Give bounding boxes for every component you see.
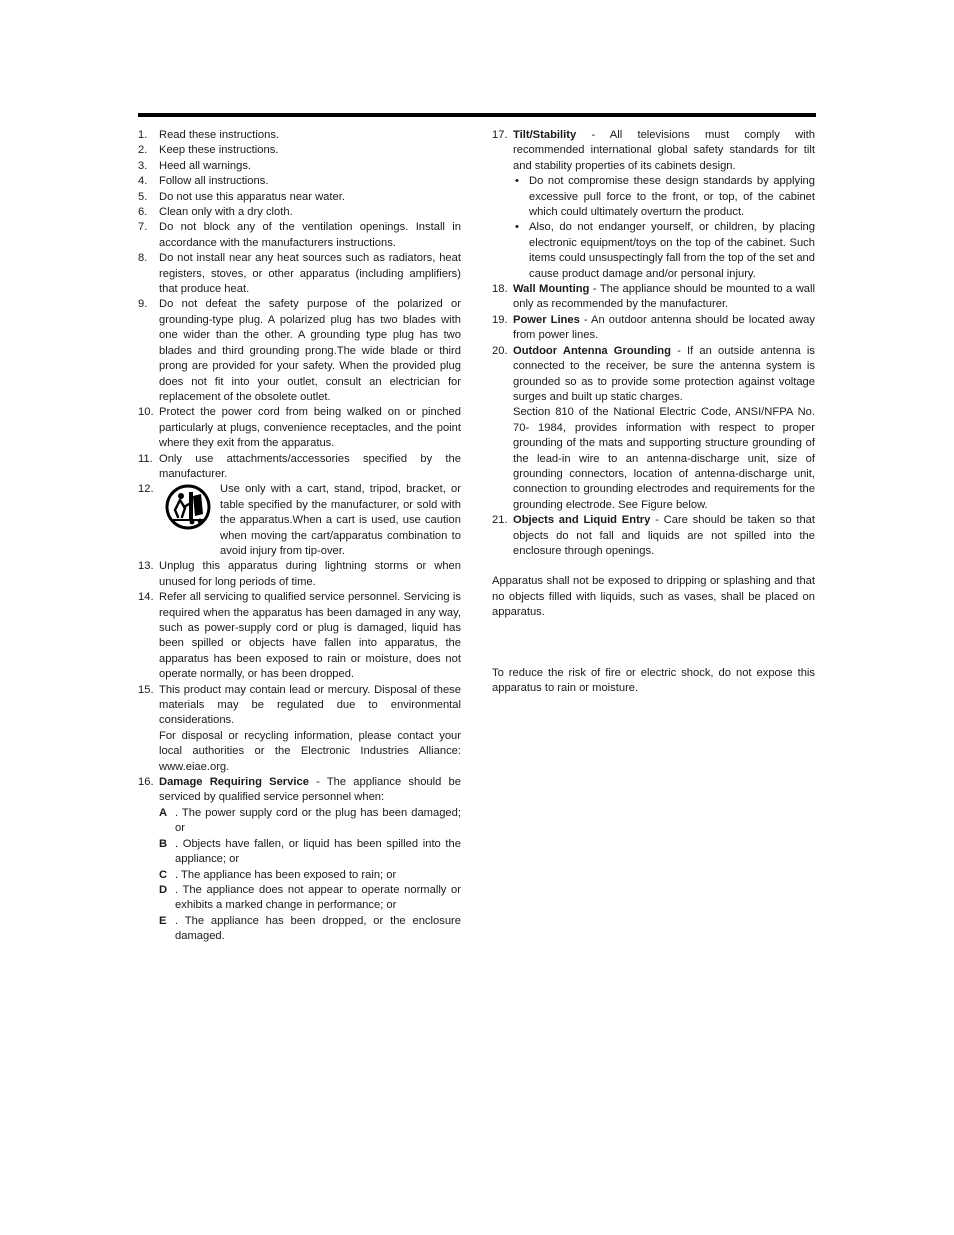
sub-item: D . The appliance does not appear to operate normally or exhibits a marked change in performance; or	[159, 883, 461, 912]
sub-item: B . Objects have fallen, or liquid has been spilled into the appliance; or	[159, 837, 461, 866]
list-item: 6. Clean only with a dry cloth.	[138, 206, 293, 219]
cart-warning-text: Use only with a cart, stand, tripod, bracket, or table specified by the manufacturer, or sold with the apparatus.When a cart is used, use caution when moving the cart/apparatus combination to avoid injury from tip-over.	[220, 483, 461, 557]
list-item: 2. Keep these instructions.	[138, 144, 279, 157]
list-item: 15. This product may contain lead or mercury. Disposal of these materials may be regulated due to environmental considerations. For disposal or recycling information, please contact your local authorities or the Electronic Industries Alliance: www.eiae.org.	[138, 683, 461, 773]
dripping-notice: Apparatus shall not be exposed to dripping or splashing and that no objects filled with liquids, such as vases, shall be placed on apparatus.	[492, 575, 815, 619]
list-item: 1. Read these instructions.	[138, 129, 280, 141]
list-item: 4. Follow all instructions.	[138, 175, 269, 188]
sub-item: A . The power supply cord or the plug has been damaged; or	[159, 806, 461, 835]
sub-item: E . The appliance has been dropped, or the enclosure damaged.	[159, 914, 461, 943]
bullet-item: • Do not compromise these design standards by applying excessive pull force to the front, or top, of the cabinet which could ultimately overturn the product.	[515, 175, 815, 219]
list-item-antenna-grounding: 20. Outdoor Antenna Grounding - If an outside antenna is connected to the receiver, be sure the antenna system is grounded so as to provide some protection against voltage surges and built up static charges. Section 810 of the National Electric Code, ANSI/NFPA No. 70- 1984, provides information with respect to proper grounding of the mats and supporting structure grounding of the lead-in wire to an antenna-discharge unit, size of grounding connectors, location of antenna-discharge unit, connection to grounding electrodes and requirements for the grounding electrode. See Figure below.	[492, 344, 815, 511]
top-rule	[138, 113, 816, 117]
list-item: 18. Wall Mounting - The appliance should be mounted to a wall only as recommended by the manufacturer.	[492, 283, 815, 311]
list-item: 7. Do not block any of the ventilation openings. Install in accordance with the manufacturers instructions.	[138, 221, 461, 249]
list-item: 13. Unplug this apparatus during lightning storms or when unused for long periods of time.	[138, 560, 461, 588]
list-item: 5. Do not use this apparatus near water.	[138, 190, 345, 203]
left-column	[138, 128, 461, 945]
sub-item: C . The appliance has been exposed to rain; or	[159, 868, 397, 881]
list-item-tilt-stability: 17. Tilt/Stability - All televisions must comply with recommended international global safety standards for tilt and stability properties of its cabinets design. • Do not compromise these design standards by applying excessive pull force to the front, or top, of the cabinet which could ultimately overturn the product. • Also, do not endanger yourself, or children, by placing electronic equipment/toys on the top of the cabinet. Such items could unsuspectingly fall from the top of the set and cause product damage and/or personal injury.	[492, 128, 815, 282]
list-item: 14. Refer all servicing to qualified service personnel. Servicing is required when the apparatus has been damaged in any way, such as power-supply cord or plug is damaged, liquid has been spilled or objects have fallen into apparatus, the apparatus has been exposed to rain or moisture, does not operate normally, or has been dropped.	[138, 591, 461, 681]
list-item: 21. Objects and Liquid Entry - Care should be taken so that objects do not fall and liquids are not spilled into the enclosure through openings.	[492, 514, 815, 557]
list-item: 8. Do not install near any heat sources such as radiators, heat registers, stoves, or other apparatus (including amplifiers) that produce heat.	[138, 252, 461, 296]
list-item: 3. Heed all warnings.	[138, 159, 252, 172]
list-item: 19. Power Lines - An outdoor antenna should be located away from power lines.	[492, 313, 815, 342]
shock-warning: To reduce the risk of fire or electric shock, do not expose this apparatus to rain or moisture.	[492, 666, 815, 694]
right-column	[492, 128, 815, 696]
list-item-cart-warning: 12. Use only with a cart, stand, tripod, bracket, or table specified by the manufacturer, or sold with the apparatus.When a cart is used, use caution when moving the cart/apparatus combination to avoid injury from tip-over.	[138, 482, 461, 559]
cart-tip-over-warning-icon	[159, 484, 217, 530]
list-item: 9. Do not defeat the safety purpose of the polarized or grounding-type plug. A polarized plug has two blades with one wider than the other. A grounding type plug has two blades and third grounding prong.The wide blade or third prong are provided for your safety. When the provided plug does not fit into your outlet, consult an electrician for replacement of the obsolete outlet.	[138, 298, 461, 403]
list-item: 10. Protect the power cord from being walked on or pinched particularly at plugs, convenience receptacles, and the point where they exit from the apparatus.	[138, 406, 461, 450]
bullet-item: • Also, do not endanger yourself, or children, by placing electronic equipment/toys on the top of the cabinet. Such items could unsuspectingly fall from the top of the set and cause product damage and/or personal injury.	[515, 221, 815, 280]
list-item: 11. Only use attachments/accessories specified by the manufacturer.	[138, 452, 461, 480]
list-item-damage-service: 16. Damage Requiring Service - The appliance should be serviced by qualified service personnel when: A . The power supply cord or the plug has been damaged; or B . Objects have fallen, or liquid has been spilled into the appliance; or C . The appliance has been exposed to rain; or D . The appliance does not appear to operate normally or exhibits a marked change in performance; or E . The appliance has been dropped, or the enclosure damaged.	[138, 775, 461, 944]
